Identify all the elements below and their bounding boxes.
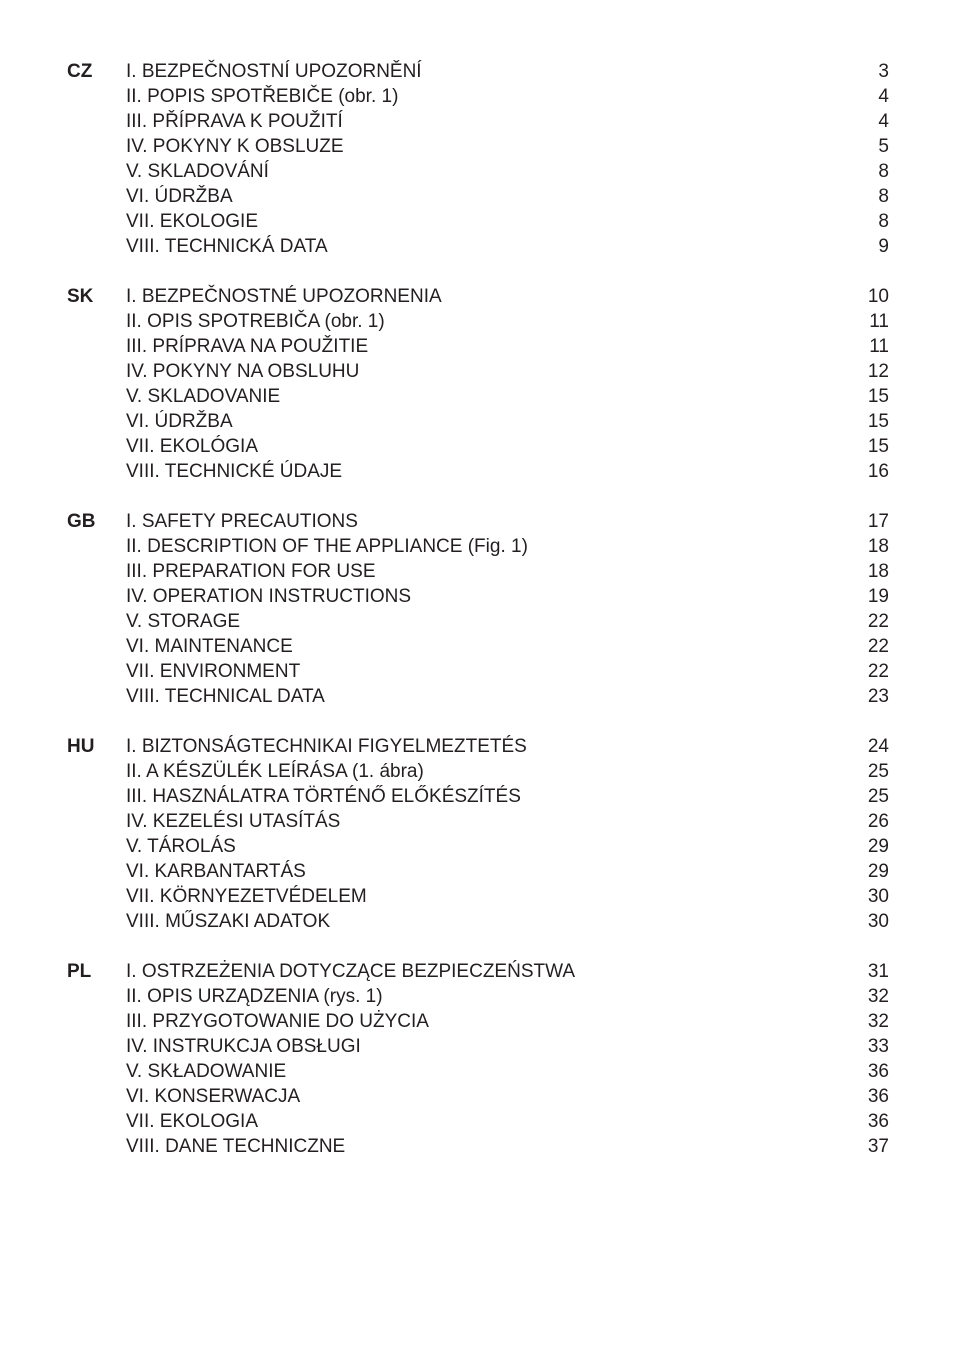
toc-entry-page: 22 xyxy=(867,611,889,632)
toc-entry xyxy=(0,684,954,709)
toc-entry-title: V. SKLADOVANIE xyxy=(126,386,281,407)
toc-entry xyxy=(0,84,954,109)
toc-entry-list xyxy=(0,59,954,259)
toc-entry-page: 16 xyxy=(867,461,889,482)
toc-entry xyxy=(0,359,954,384)
toc-entry-page: 15 xyxy=(867,386,889,407)
toc-entry-title: VIII. MŰSZAKI ADATOK xyxy=(126,911,331,932)
toc-entry-title: II. DESCRIPTION OF THE APPLIANCE (Fig. 1) xyxy=(126,536,528,557)
toc-entry xyxy=(0,159,954,184)
toc-entry xyxy=(0,309,954,334)
toc-entry xyxy=(0,1059,954,1084)
toc-entry-title: VII. ENVIRONMENT xyxy=(126,661,301,682)
toc-entry-page: 36 xyxy=(867,1086,889,1107)
toc-entry-title: IV. POKYNY K OBSLUZE xyxy=(126,136,344,157)
toc-entry xyxy=(0,1134,954,1159)
toc-entry xyxy=(0,109,954,134)
toc-entry-title: VI. MAINTENANCE xyxy=(126,636,293,657)
toc-section-hu xyxy=(0,734,954,934)
toc-entry xyxy=(0,534,954,559)
toc-entry xyxy=(0,1109,954,1134)
toc-entry xyxy=(0,209,954,234)
toc-entry-title: II. POPIS SPOTŘEBIČE (obr. 1) xyxy=(126,86,399,107)
toc-entry-title: I. OSTRZEŻENIA DOTYCZĄCE BEZPIECZEŃSTWA xyxy=(126,961,576,982)
toc-entry-title: VI. KONSERWACJA xyxy=(126,1086,301,1107)
toc-entry xyxy=(0,459,954,484)
toc-entry-page: 37 xyxy=(867,1136,889,1157)
toc-entry-title: I. BEZPEČNOSTNÍ UPOZORNĚNÍ xyxy=(126,61,422,82)
toc-section-gb xyxy=(0,509,954,709)
toc-entry xyxy=(0,659,954,684)
toc-entry-title: VIII. TECHNICKÉ ÚDAJE xyxy=(126,461,343,482)
toc-entry xyxy=(0,1009,954,1034)
toc-entry xyxy=(0,1034,954,1059)
toc-entry-title: III. PREPARATION FOR USE xyxy=(126,561,376,582)
toc-entry-title: IV. OPERATION INSTRUCTIONS xyxy=(126,586,412,607)
toc-entry-title: II. A KÉSZÜLÉK LEÍRÁSA (1. ábra) xyxy=(126,761,424,782)
toc-entry-page: 11 xyxy=(869,311,889,332)
toc-entry xyxy=(0,834,954,859)
toc-entry xyxy=(0,734,954,759)
toc-entry xyxy=(0,234,954,259)
toc-entry-title: III. PRZYGOTOWANIE DO UŻYCIA xyxy=(126,1011,429,1032)
toc-entry-page: 29 xyxy=(867,861,889,882)
toc-entry xyxy=(0,384,954,409)
toc-entry-page: 18 xyxy=(867,561,889,582)
toc-entry-title: II. OPIS URZĄDZENIA (rys. 1) xyxy=(126,986,383,1007)
toc-entry-page: 4 xyxy=(878,111,889,132)
toc-entry xyxy=(0,759,954,784)
toc-entry-title: III. PRÍPRAVA NA POUŽITIE xyxy=(126,336,369,357)
toc-entry-page: 30 xyxy=(867,911,889,932)
toc-entry-page: 32 xyxy=(867,986,889,1007)
toc-entry-page: 36 xyxy=(867,1061,889,1082)
toc-entry-title: V. TÁROLÁS xyxy=(126,836,236,857)
toc-entry-page: 36 xyxy=(867,1111,889,1132)
toc-entry xyxy=(0,959,954,984)
toc-entry-page: 29 xyxy=(867,836,889,857)
toc-entry-title: VII. EKOLOGIE xyxy=(126,211,258,232)
toc-entry-title: VII. KÖRNYEZETVÉDELEM xyxy=(126,886,367,907)
toc-entry-title: V. SKLADOVÁNÍ xyxy=(126,161,269,182)
toc-entry-page: 18 xyxy=(867,536,889,557)
toc-entry xyxy=(0,584,954,609)
toc-entry-title: VII. EKOLÓGIA xyxy=(126,436,258,457)
toc-entry-page: 25 xyxy=(867,761,889,782)
toc-entry-title: VI. ÚDRŽBA xyxy=(126,411,233,432)
toc-entry xyxy=(0,59,954,84)
toc-entry-page: 15 xyxy=(867,411,889,432)
toc-entry-page: 22 xyxy=(867,636,889,657)
toc-entry-title: VI. KARBANTARTÁS xyxy=(126,861,306,882)
toc-entry-page: 24 xyxy=(867,736,889,757)
toc-section-pl xyxy=(0,959,954,1159)
toc-entry-list xyxy=(0,734,954,934)
toc-entry-page: 30 xyxy=(867,886,889,907)
toc-entry xyxy=(0,634,954,659)
toc-entry-page: 15 xyxy=(867,436,889,457)
toc-entry-list xyxy=(0,509,954,709)
toc-entry-title: I. SAFETY PRECAUTIONS xyxy=(126,511,358,532)
toc-entry-page: 8 xyxy=(878,211,889,232)
toc-section-sk xyxy=(0,284,954,484)
toc-entry-title: III. PŘÍPRAVA K POUŽITÍ xyxy=(126,111,343,132)
toc-entry-title: VI. ÚDRŽBA xyxy=(126,186,233,207)
language-code: CZ xyxy=(67,61,93,82)
toc-entry xyxy=(0,909,954,934)
toc-entry-page: 19 xyxy=(867,586,889,607)
toc-entry-title: V. SKŁADOWANIE xyxy=(126,1061,287,1082)
toc-entry-page: 26 xyxy=(867,811,889,832)
toc-entry xyxy=(0,334,954,359)
toc-entry xyxy=(0,134,954,159)
toc-entry-title: VIII. DANE TECHNICZNE xyxy=(126,1136,346,1157)
toc-entry xyxy=(0,409,954,434)
toc-entry-title: I. BEZPEČNOSTNÉ UPOZORNENIA xyxy=(126,286,442,307)
toc-entry-title: VII. EKOLOGIA xyxy=(126,1111,258,1132)
toc-entry-page: 5 xyxy=(878,136,889,157)
toc-entry xyxy=(0,784,954,809)
toc-entry xyxy=(0,859,954,884)
toc-entry-page: 8 xyxy=(878,161,889,182)
language-code: SK xyxy=(67,286,94,307)
language-code: PL xyxy=(67,961,92,982)
toc-entry-page: 22 xyxy=(867,661,889,682)
toc-entry xyxy=(0,434,954,459)
language-code: HU xyxy=(67,736,95,757)
toc-entry-list xyxy=(0,284,954,484)
toc-entry-title: VIII. TECHNICAL DATA xyxy=(126,686,325,707)
toc-entry-page: 3 xyxy=(878,61,889,82)
toc-entry-list xyxy=(0,959,954,1159)
toc-entry-page: 8 xyxy=(878,186,889,207)
toc-entry-title: IV. INSTRUKCJA OBSŁUGI xyxy=(126,1036,361,1057)
toc-entry-title: V. STORAGE xyxy=(126,611,241,632)
toc-entry-title: IV. KEZELÉSI UTASÍTÁS xyxy=(126,811,341,832)
toc-entry-title: III. HASZNÁLATRA TÖRTÉNŐ ELŐKÉSZÍTÉS xyxy=(126,786,521,807)
toc-section-cz xyxy=(0,59,954,259)
toc-entry-page: 33 xyxy=(867,1036,889,1057)
toc-entry xyxy=(0,984,954,1009)
toc-entry-page: 25 xyxy=(867,786,889,807)
toc-entry xyxy=(0,884,954,909)
toc-entry xyxy=(0,1084,954,1109)
toc-entry xyxy=(0,809,954,834)
toc-entry xyxy=(0,284,954,309)
toc-entry-title: IV. POKYNY NA OBSLUHU xyxy=(126,361,360,382)
toc-entry-page: 4 xyxy=(878,86,889,107)
toc-entry-title: I. BIZTONSÁGTECHNIKAI FIGYELMEZTETÉS xyxy=(126,736,527,757)
toc-entry-title: VIII. TECHNICKÁ DATA xyxy=(126,236,328,257)
toc-entry xyxy=(0,509,954,534)
toc-entry xyxy=(0,559,954,584)
toc-entry-page: 11 xyxy=(869,336,889,357)
toc-entry-page: 31 xyxy=(867,961,889,982)
table-of-contents xyxy=(0,59,954,1184)
toc-entry-page: 32 xyxy=(867,1011,889,1032)
toc-entry-page: 12 xyxy=(867,361,889,382)
toc-entry-page: 10 xyxy=(867,286,889,307)
toc-entry xyxy=(0,609,954,634)
toc-entry xyxy=(0,184,954,209)
toc-entry-title: II. OPIS SPOTREBIČA (obr. 1) xyxy=(126,311,385,332)
toc-entry-page: 23 xyxy=(867,686,889,707)
toc-entry-page: 9 xyxy=(878,236,889,257)
language-code: GB xyxy=(67,511,96,532)
toc-entry-page: 17 xyxy=(867,511,889,532)
